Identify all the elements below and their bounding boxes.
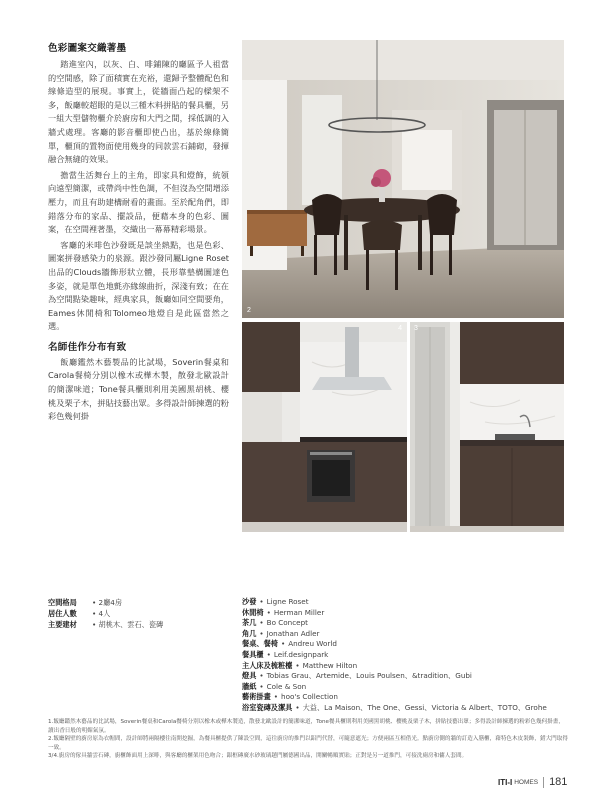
magazine-section: HOMES (514, 778, 539, 786)
photo-dining-room (242, 40, 564, 318)
spec-separator: • (273, 692, 279, 702)
spec-separator: • (266, 649, 271, 659)
spec-value: Herman Miller (273, 607, 325, 617)
spec-key: 藝術掛畫 (242, 692, 271, 702)
spec-row (242, 608, 572, 619)
dining-room-illustration (242, 40, 564, 318)
spec-key: 居住人數 (48, 609, 77, 618)
spec-row (242, 629, 572, 640)
spec-separator: • (92, 620, 97, 629)
spec-key: 餐桌、餐椅 (242, 639, 278, 649)
spec-key: 休閒椅 (242, 607, 264, 617)
page-number: 181 (549, 776, 568, 788)
section2-title: 名師佳作分布有致 (48, 341, 127, 353)
paragraph: 踏進室內，以灰、白、啡鋪陳的廳區予人祖當的空間感，除了面積實在充裕，還歸予整體配色和線條造型的展現。事實上，從牆面凸起的樑架不多，飯廳較超眼的是以三種木料拼貼的餐具櫃，另一組大型儲物櫃介於廚房和大門之間，採低調的入牆式處理。客廳的影音櫃即使凸出，基於線條簡單，櫃頂的置物面使用幾身的同款雲石鋪砌，發揮融合無縫的效果。 (48, 59, 229, 165)
article-text-column (48, 40, 229, 426)
spec-value: Jonathan Adler (266, 628, 320, 638)
spec-separator: • (259, 597, 264, 606)
spec-separator: • (259, 628, 264, 638)
spec-key: 浴室瓷磚及潔具 (242, 702, 293, 712)
paragraph: 飯廳鑑然木藝製品的比試場，Soverin餐桌和Carola餐椅分別以橡木或樺木製，散發北歐設計的簡潔味道；Tone餐具櫃則利用美國黑胡桃、櫻桃及栗子木，拼貼技藝出眾。多得設計師揀選的粉彩色幾何掛 (48, 356, 229, 422)
spec-value: Cole & Son (266, 681, 307, 691)
footer-divider (543, 777, 544, 788)
spec-key: 空間格局 (48, 598, 77, 607)
caption: 2.飯廳隔壁的廚房原為衣帽間，設計師將兩隔樓往南開挖掘，為餐具櫃提供了陳設空間，這往廚房的推門以鋁門代替，可隨意遮光；方便兩區互相借光。點廚房側的牆的訂造入膳櫃，藉特色木皮裝飾，錯大門取得一致。 (48, 736, 568, 751)
spec-key: 餐具櫃 (242, 649, 264, 659)
spec-separator: • (280, 639, 286, 649)
specs-furniture-list (242, 597, 572, 714)
spec-separator: • (259, 618, 264, 628)
spec-value: Tobias Grau、Artemide、Louis Poulsen、&tradition、Gubi (266, 671, 472, 681)
spec-key: 牆紙 (242, 681, 257, 691)
spec-separator: • (259, 671, 264, 681)
spec-row (48, 597, 228, 608)
photo-kitchen-stove (242, 322, 407, 532)
spec-key: 主人床及梳粧檯 (242, 660, 293, 670)
spec-value: Matthew Hilton (302, 660, 358, 670)
spec-value: 4人 (98, 609, 111, 618)
paragraph: 擔當生活舞台上的主角，即家具和燈飾，統領向遠型簡潔，或帶尚中性色調，不但沒為空間增添壓力，而且有助建構耐看的畫面。至於配角們，即錯落分布的家品、擺設品，便藉本身的色彩、圖案，在空間裡著墨，交織出一幕幕精彩場景。 (48, 169, 229, 235)
spec-row (242, 661, 572, 672)
paragraph: 客廳的米啡色沙發既是談坐熱點，也是色彩、圖案拼發感染力的泉源。跟沙發同屬Ligne Roset出品的Clouds牆飾形狀立體，長形靠墊構圖達色多姿，就是單色地氈亦緣線曲折，深淺有致；在在為空間點染趣味，經典家具，飯廳如同空間要角，Eames休閒椅和Tolomeo地燈自是此區當然之選。 (48, 239, 229, 332)
spec-separator: • (266, 607, 271, 617)
spec-separator: • (295, 702, 300, 712)
spec-value: Ligne Roset (266, 597, 309, 606)
photo-captions (48, 718, 568, 761)
magazine-logo: ITI-I (498, 777, 513, 787)
spec-row (242, 692, 572, 703)
photo-kitchen-sink (410, 322, 564, 532)
spec-value: 胡桃木、雲石、瓷磚 (98, 620, 164, 629)
photo-number: 3 (414, 325, 418, 332)
spec-value: Leif.designpark (273, 649, 329, 659)
photo-number: 2 (247, 307, 251, 314)
spec-row (242, 682, 572, 693)
spec-separator: • (295, 660, 300, 670)
caption: 3/4.廚房的傢具牆雲石磚，廚櫃飾面用上深啡，與客廳的櫃架用色吻合；銀框磚廣水砂玻璃趟門屬德國出品，開關暢順實貼；正對是另一道推門，可接洗廁房和傭人套間。 (48, 753, 468, 760)
spec-value: hoo's Collection (281, 692, 338, 702)
spec-row (48, 608, 228, 619)
spec-row (242, 671, 572, 682)
spec-row (242, 650, 572, 661)
spec-separator: • (92, 598, 97, 607)
kitchen-sink-illustration (410, 322, 564, 532)
section1-title: 色彩圖案交織著墨 (48, 43, 127, 54)
spec-separator: • (259, 681, 264, 691)
spec-row (242, 597, 572, 608)
spec-key: 燈具 (242, 671, 257, 681)
kitchen-stove-illustration (242, 322, 407, 532)
spec-value: Andreu World (288, 639, 337, 649)
spec-key: 主要建材 (48, 620, 77, 629)
spec-row (242, 703, 572, 714)
spec-key: 角几 (242, 628, 257, 638)
spec-value: Bo Concept (266, 618, 308, 628)
spec-separator: • (92, 609, 97, 618)
spec-row (242, 618, 572, 629)
page-footer (498, 776, 567, 788)
specs-basic-info (48, 597, 228, 630)
spec-key: 茶几 (242, 618, 257, 628)
spec-row (48, 619, 228, 630)
spec-value: 2廳4房 (98, 598, 123, 607)
spec-value: 大益、La Maison、The One、Gessi、Victoria & Albert、TOTO、Grohe (302, 702, 547, 712)
caption: 1.飯廳鑑然木藝品的比試場，Soverin餐桌和Carola餐椅分別以橡木或樺木製造，散發北歐設計的簡潔味道，Tone餐具櫃則利用美國黑胡桃、櫻桃及栗子木，拼貼技藝出眾；多得設計師揀選的粉彩色幾何掛畫，讀出香日般的明媚氣氛。 (48, 719, 564, 734)
spec-key: 沙發 (242, 597, 257, 606)
photo-number: 4 (398, 325, 402, 332)
spec-row (242, 639, 572, 650)
